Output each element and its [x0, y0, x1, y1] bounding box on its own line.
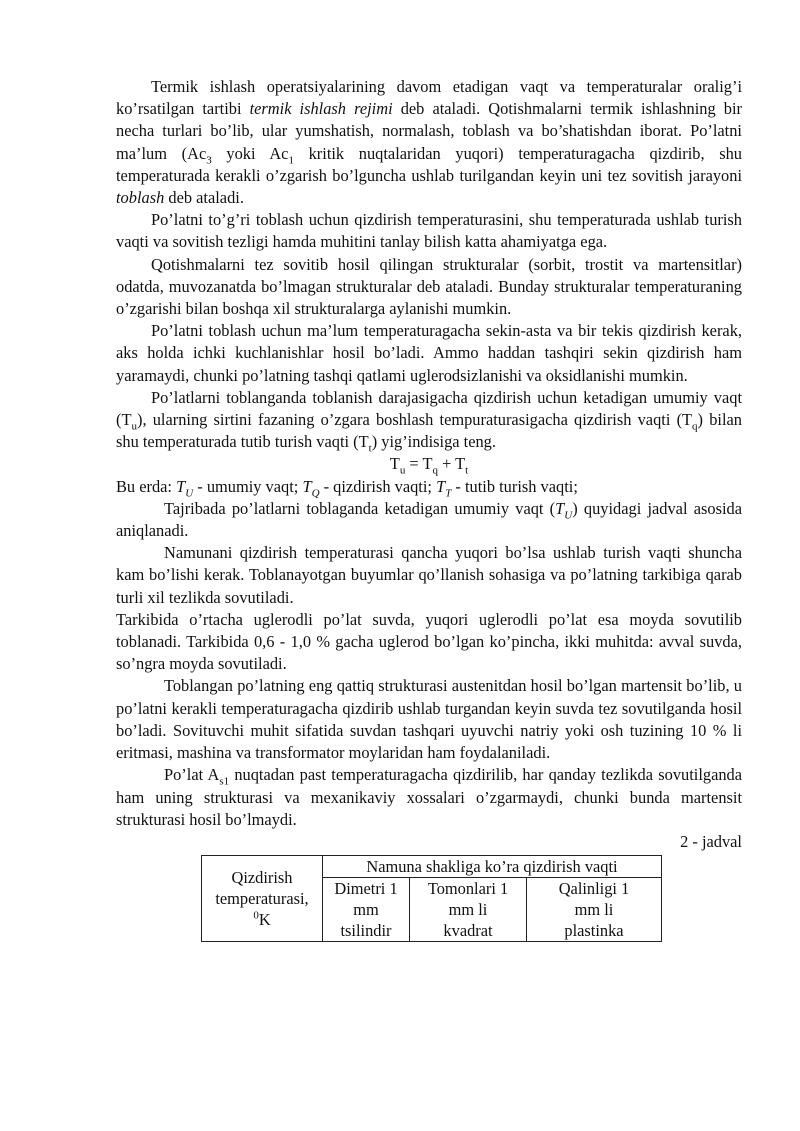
text: kritik nuqtalaridan yuqori) temperaturagacha qizdirib, shu temperaturada kerakli o’zgarish bo’lguncha ushlab turilgandan keyin uni tez sovitish jarayoni: [116, 143, 742, 185]
column-header-line: mm li: [574, 900, 614, 920]
column-header-line: Dimetri 1: [334, 879, 398, 899]
subscript: Q: [311, 486, 320, 499]
subscript: t: [465, 464, 469, 477]
superscript: 0: [253, 909, 259, 922]
column-header-line: mm li: [448, 900, 488, 920]
paragraph-2: Po’latni to’g’ri toblash uchun qizdirish temperaturasini, shu temperaturada ushlab turish vaqti va sovitish tezligi hamda muhitini tanlay bilish katta ahamiyatga ega.: [116, 210, 742, 252]
subscript: U: [564, 509, 573, 522]
symbol: T: [302, 476, 312, 496]
subscript: u: [131, 420, 137, 433]
text: Termik ishlash operatsiyalarining davom etadigan vaqt va temperaturalar oralig’i ko’rsatilgan tartibi: [116, 77, 742, 119]
symbol: T: [436, 476, 446, 496]
text: Tajribada po’latlarni toblaganda ketadigan umumiy vaqt (: [164, 498, 556, 518]
table-header-row: [202, 856, 662, 878]
subscript: q: [692, 420, 698, 433]
subscript: 3: [206, 153, 212, 166]
term-termik-ishlash-rejimi: termik ishlash rejimi: [249, 99, 393, 119]
subscript: 1: [288, 153, 294, 166]
paragraph-1: [116, 76, 742, 209]
heating-time-table: [201, 855, 662, 942]
column-header-line: tsilindir: [340, 921, 392, 941]
subscript: T: [445, 486, 452, 499]
text: + T: [437, 454, 466, 474]
paragraph-5: [116, 387, 742, 454]
text: Po’lat A: [164, 765, 220, 785]
row-header-line: Qizdirish: [231, 868, 293, 888]
column-header-line: Qalinligi 1: [558, 879, 630, 899]
paragraph-9: Toblangan po’latning eng qattiq strukturasi austenitdan hosil bo’lgan martensit bo’lib, u po’latni kerakli temperaturagacha qizdirib ushlab turgandan keyin suvda tez sovutilganda hosil bo’ladi. Sovituvchi muhit sifatida suvdan tashqari uyuvchi natriy yoki osh tuzining 10 % li eritmasi, mashina va transformator moylaridan ham foydalaniladi.: [116, 676, 742, 763]
subscript: t: [368, 442, 372, 455]
table-caption: 2 - jadval: [680, 831, 742, 851]
subscript: s1: [219, 775, 230, 788]
column-header-line: kvadrat: [443, 921, 493, 941]
paragraph-6: [116, 498, 742, 542]
group-header-cell: Namuna shakliga ko’ra qizdirish vaqti: [323, 856, 662, 878]
term-toblash: toblash: [116, 188, 165, 208]
text: deb ataladi. Qotishmalarni termik ishlashning bir necha turlari bo’lib, ular yumshatish, normalash, toblash va bo’shatishdan iborat. Po’latni ma’lum (Ac: [116, 99, 742, 163]
formula-legend: [116, 476, 742, 498]
text: - umumiy vaqt;: [193, 476, 303, 496]
text: deb ataladi.: [164, 188, 244, 208]
text: - tutib turish vaqti;: [451, 476, 578, 496]
text: = T: [405, 454, 433, 474]
paragraph-10: [116, 764, 742, 831]
column-header-cell: [410, 878, 527, 942]
text: - qizdirish vaqti;: [319, 476, 437, 496]
row-header-cell: [202, 856, 323, 942]
text: ) bilan shu temperaturada tutib turish vaqti (T: [116, 410, 742, 452]
paragraph-3: Qotishmalarni tez sovitib hosil qilingan strukturalar (sorbit, trostit va martensitlar) odatda, muvozanatda bo’lmagan strukturalar deb ataladi. Bunday strukturalar temperaturaning o’zgarishi bilan boshqa xil strukturalarga aylanishi mumkin.: [116, 254, 742, 319]
subscript: q: [432, 464, 438, 477]
subscript: U: [185, 486, 194, 499]
paragraph-8: Tarkibida o’rtacha uglerodli po’lat suvda, yuqori uglerodli po’lat esa moyda sovutilib toblanadi. Tarkibida 0,6 - 1,0 % gacha uglerod bo’lgan ko’pincha, ikki muhitda: avval suvda, so’ngra moyda sovutiladi.: [116, 609, 742, 674]
text: T: [389, 454, 400, 474]
symbol: T: [555, 498, 565, 518]
row-header-line: temperaturasi,: [215, 889, 309, 909]
text: ), ularning sirtini fazaning o’zgara boshlash tempuraturasigacha qizdirish vaqti (T: [136, 410, 693, 430]
column-header-cell: [323, 878, 410, 942]
document-page: [116, 76, 742, 942]
text: yoki Ac: [211, 143, 289, 163]
text: nuqtadan past temperaturagacha qizdirilib, har qanday tezlikda sovutilganda ham uning strukturasi va mexanikaviy xossalari o’zgarmaydi, chunki bunda martensit strukturasi hosil bo’lmaydi.: [116, 765, 743, 829]
text: Bu erda:: [116, 476, 177, 496]
symbol: T: [176, 476, 186, 496]
formula: [116, 453, 742, 475]
row-header-line: K: [258, 910, 271, 930]
column-header-line: Tomonlari 1: [427, 879, 509, 899]
text: Po’latlarni toblanganda toblanish darajasigacha qizdirish uchun ketadigan umumiy vaqt (T: [116, 387, 742, 430]
column-header-cell: [527, 878, 662, 942]
paragraph-7: Namunani qizdirish temperaturasi qancha yuqori bo’lsa ushlab turish vaqti shuncha kam bo’lishi kerak. Toblanayotgan buyumlar qo’llanish sohasiga va po’latning tarkibiga qarab turli xil tezlikda sovutiladi.: [116, 543, 742, 607]
subscript: u: [399, 464, 406, 477]
text: ) yig’indisiga teng.: [371, 432, 496, 452]
text: ) quyidagi jadval asosida aniqlanadi.: [116, 498, 742, 541]
column-header-line: plastinka: [564, 921, 624, 941]
column-header-line: mm: [353, 900, 379, 920]
paragraph-4: Po’latni toblash uchun ma’lum temperaturagacha sekin-asta va bir tekis qizdirish kerak, aks holda ichki kuchlanishlar hosil bo’ladi. Ammo haddan tashqiri sekin qizdirish ham yaramaydi, chunki po’latning tashqi qatlami uglerodsizlanishi va oksidlanishi mumkin.: [116, 321, 742, 385]
